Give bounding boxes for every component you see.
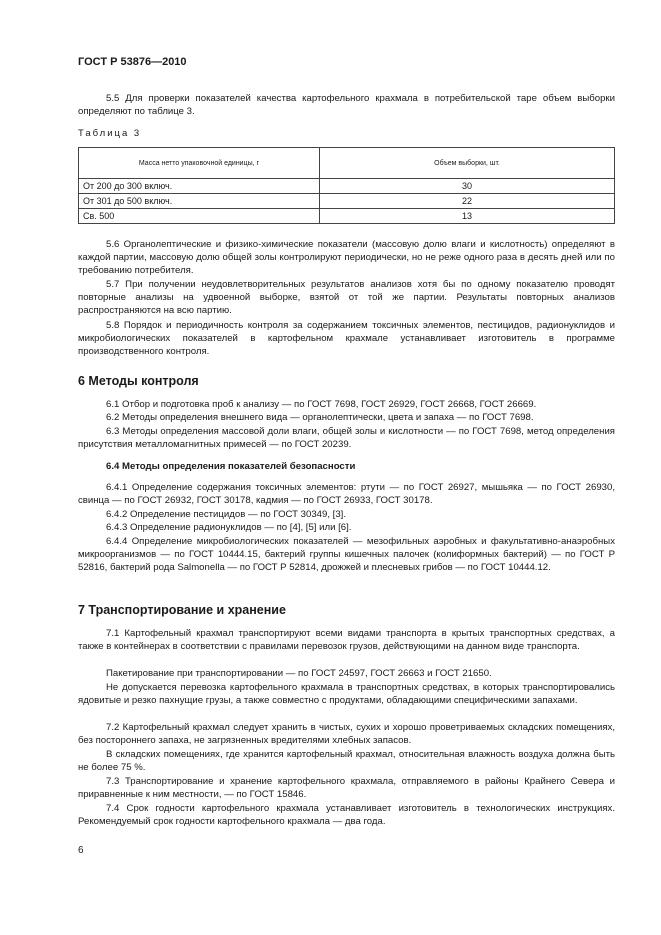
paragraph-6-4-2-text: 6.4.2 Определение пестицидов — по ГОСТ 30349, [3]. <box>106 509 347 520</box>
paragraph-7-2 <box>78 721 615 747</box>
paragraph-6-4-2 <box>78 508 615 521</box>
paragraph-7-2-text: 7.2 Картофельный крахмал следует хранить в чистых, сухих и хорошо проветриваемых складских помещениях, без постороннего запаха, не загрязненных вредителями хлебных запасов. <box>78 722 615 747</box>
paragraph-7-4-text: 7.4 Срок годности картофельного крахмала устанавливает изготовитель в технологических инструкциях. Рекомендуемый срок годности картофельного крахмала — два года. <box>78 803 615 828</box>
paragraph-5-7-text: 5.7 При получении неудовлетворительных результатов анализов хотя бы по одному показателю проводят повторные анализы на удвоенной выборке, взятой от той же партии. Результаты повторных анализов распространяются на всю партию. <box>78 279 615 317</box>
paragraph-6-4-1-text: 6.4.1 Определение содержания токсичных элементов: ртути — по ГОСТ 26927, мышьяка — по ГОСТ 26930, свинца — по ГОСТ 26932, ГОСТ 30178, кадмия — по ГОСТ 26933, ГОСТ 30178. <box>78 482 615 507</box>
paragraph-7-1-text: 7.1 Картофельный крахмал транспортируют всеми видами транспорта в крытых транспортных средствах, а также в контейнерах в соответствии с правилами перевозок грузов, действующими на данном виде транспорта. <box>78 628 615 653</box>
paragraph-5-7 <box>78 278 615 318</box>
paragraph-7-1-restriction-text: Не допускается перевозка картофельного крахмала в транспортных средствах, в которых транспортировались ядовитые и резко пахнущие грузы, а также совместно с продуктами, обладающими специфическими запахами. <box>78 682 615 707</box>
document-header: ГОСТ Р 53876—2010 <box>78 56 187 68</box>
paragraph-6-1 <box>78 398 615 411</box>
paragraph-6-2 <box>78 411 615 424</box>
paragraph-7-3-text: 7.3 Транспортирование и хранение картофельного крахмала, отправляемого в районы Крайнего Севера и приравненные к ним местности, — по ГОСТ 15846. <box>78 776 615 801</box>
paragraph-6-4-3-text: 6.4.3 Определение радионуклидов — по [4], [5] или [6]. <box>106 522 352 533</box>
cell-mass: От 200 до 300 включ. <box>79 179 320 194</box>
paragraph-5-6-text: 5.6 Органолептические и физико-химические показатели (массовую долю влаги и кислотность) определяют в каждой партии, массовую долю общей золы контролируют периодически, но не реже одного раза в десять дней или по требованию потребителя. <box>78 239 615 277</box>
column-header-mass: Масса нетто упаковочной единицы, г <box>79 148 320 179</box>
cell-mass: От 301 до 500 включ. <box>79 194 320 209</box>
paragraph-6-4-4 <box>78 535 615 575</box>
paragraph-6-1-text: 6.1 Отбор и подготовка проб к анализу — по ГОСТ 7698, ГОСТ 26929, ГОСТ 26668, ГОСТ 26669. <box>106 399 537 410</box>
cell-volume: 30 <box>320 179 615 194</box>
subsection-6-4-heading: 6.4 Методы определения показателей безопасности <box>106 461 356 472</box>
paragraph-7-1-packaging-text: Пакетирование при транспортировании — по ГОСТ 24597, ГОСТ 26663 и ГОСТ 21650. <box>106 668 492 679</box>
paragraph-5-8-text: 5.8 Порядок и периодичность контроля за содержанием токсичных элементов, пестицидов, радионуклидов и микробиологических показателей в картофельном крахмале устанавливает изготовитель в программе производственного контроля. <box>78 320 615 358</box>
paragraph-6-3-text: 6.3 Методы определения массовой доли влаги, общей золы и кислотности — по ГОСТ 7698, метод определения присутствия металломагнитных примесей — по ГОСТ 20239. <box>78 426 615 451</box>
paragraph-6-2-text: 6.2 Методы определения внешнего вида — органолептически, цвета и запаха — по ГОСТ 7698. <box>106 412 534 423</box>
paragraph-6-4-1 <box>78 481 615 507</box>
paragraph-7-4 <box>78 802 615 828</box>
section-6-heading: 6 Методы контроля <box>78 374 199 388</box>
table-row <box>79 209 615 224</box>
paragraph-6-3 <box>78 425 615 451</box>
paragraph-6-4-4-text: 6.4.4 Определение микробиологических показателей — мезофильных аэробных и факультативно-анаэробных микроорганизмов — по ГОСТ 10444.15, бактерий группы кишечных палочек (колиформных бактерий) — по ГОСТ Р 52816, бактерий рода Salmonella — по ГОСТ Р 52814, дрожжей и плесневых грибов — по ГОСТ 10444.12. <box>78 536 615 574</box>
paragraph-7-2-humidity-text: В складских помещениях, где хранится картофельный крахмал, относительная влажность воздуха должна быть не более 75 %. <box>78 749 615 774</box>
paragraph-5-5-text: 5.5 Для проверки показателей качества картофельного крахмала в потребительской таре объем выборки определяют по таблице 3. <box>78 93 615 118</box>
paragraph-5-6 <box>78 238 615 278</box>
section-7-heading: 7 Транспортирование и хранение <box>78 603 286 617</box>
paragraph-7-1 <box>78 627 615 653</box>
cell-volume: 13 <box>320 209 615 224</box>
paragraph-7-3 <box>78 775 615 801</box>
table-row <box>79 179 615 194</box>
paragraph-5-5 <box>78 92 615 118</box>
table-caption: Таблица 3 <box>78 128 142 139</box>
column-header-volume: Объем выборки, шт. <box>320 148 615 179</box>
table-row <box>79 194 615 209</box>
cell-mass: Св. 500 <box>79 209 320 224</box>
paragraph-6-4-3 <box>78 521 615 534</box>
sample-volume-table <box>78 147 615 224</box>
paragraph-7-1-restriction <box>78 681 615 707</box>
paragraph-7-2-humidity <box>78 748 615 774</box>
page-number: 6 <box>78 845 84 856</box>
table-header-row <box>79 148 615 179</box>
paragraph-7-1-packaging <box>78 667 615 680</box>
cell-volume: 22 <box>320 194 615 209</box>
paragraph-5-8 <box>78 319 615 359</box>
